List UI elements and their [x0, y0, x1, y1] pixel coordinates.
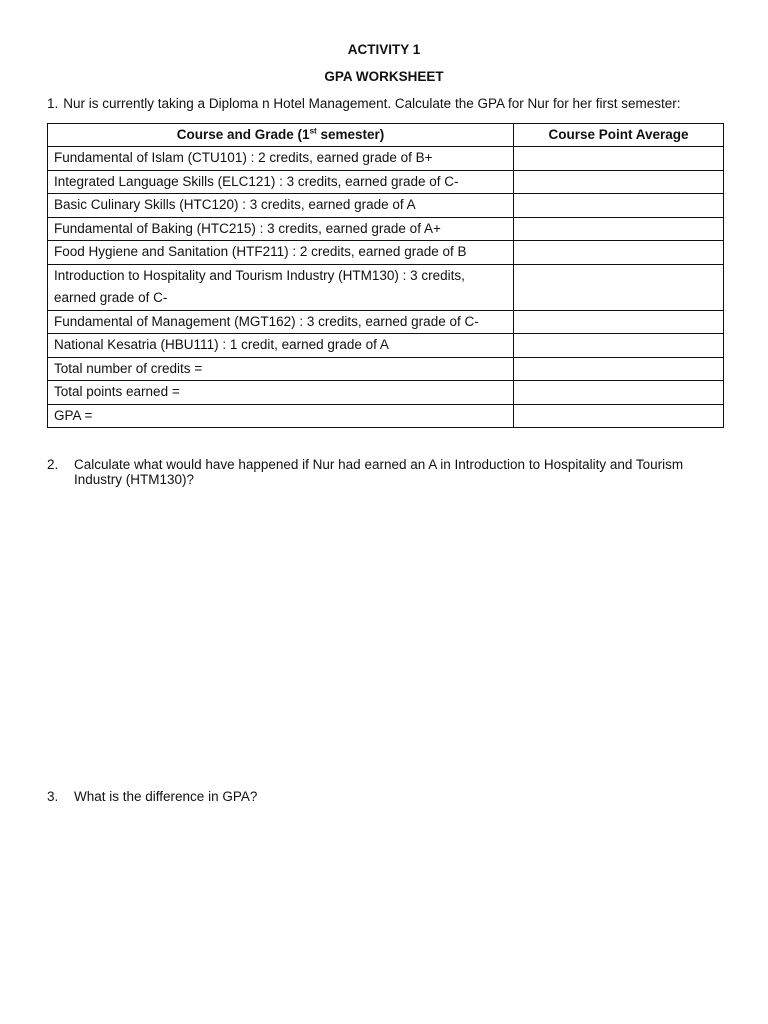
course-cell: Fundamental of Management (MGT162) : 3 credits, earned grade of C-: [48, 310, 514, 334]
question-1-number: 1.: [47, 96, 59, 111]
table-row: [48, 194, 724, 218]
gpa-cell[interactable]: [514, 404, 724, 428]
total-credits-row: [48, 357, 724, 381]
question-2-number: 2.: [47, 457, 59, 472]
gpa-row: [48, 404, 724, 428]
point-cell[interactable]: [514, 147, 724, 171]
point-cell[interactable]: [514, 241, 724, 265]
question-2: [47, 457, 727, 487]
question-3: [47, 789, 727, 804]
course-header-ordinal: st: [309, 126, 317, 136]
table-row: [48, 217, 724, 241]
table-header-row: [48, 124, 724, 147]
point-cell[interactable]: [514, 194, 724, 218]
point-cell[interactable]: [514, 310, 724, 334]
table-row: [48, 334, 724, 358]
course-point-average-header: Course Point Average: [514, 124, 724, 147]
course-and-grade-header: [48, 124, 514, 147]
course-header-prefix: Course and Grade (1: [176, 127, 310, 142]
point-cell[interactable]: [514, 217, 724, 241]
course-header-suffix: semester): [316, 127, 385, 142]
table-row: [48, 170, 724, 194]
course-cell: National Kesatria (HBU111) : 1 credit, earned grade of A: [48, 334, 514, 358]
question-3-number: 3.: [47, 789, 59, 804]
course-cell: Introduction to Hospitality and Tourism Industry (HTM130) : 3 credits, earned grade of C-: [48, 264, 514, 310]
course-cell: Fundamental of Islam (CTU101) : 2 credits, earned grade of B+: [48, 147, 514, 171]
worksheet-title: GPA WORKSHEET: [324, 69, 444, 84]
total-credits-cell[interactable]: [514, 357, 724, 381]
course-cell: Fundamental of Baking (HTC215) : 3 credits, earned grade of A+: [48, 217, 514, 241]
point-cell[interactable]: [514, 334, 724, 358]
total-points-label: Total points earned =: [48, 381, 514, 405]
total-points-row: [48, 381, 724, 405]
gpa-label: GPA =: [48, 404, 514, 428]
question-2-text: Calculate what would have happened if Nur had earned an A in Introduction to Hospitality and Tourism Industry (HTM130)?: [74, 457, 684, 487]
table-row: [48, 147, 724, 171]
course-cell: Food Hygiene and Sanitation (HTF211) : 2 credits, earned grade of B: [48, 241, 514, 265]
activity-title: ACTIVITY 1: [347, 42, 421, 57]
total-credits-label: Total number of credits =: [48, 357, 514, 381]
question-1-text: Nur is currently taking a Diploma n Hotel Management. Calculate the GPA for Nur for her first semester:: [63, 96, 681, 111]
question-3-text: What is the difference in GPA?: [74, 789, 258, 804]
course-cell: Basic Culinary Skills (HTC120) : 3 credits, earned grade of A: [48, 194, 514, 218]
table-row: [48, 264, 724, 310]
gpa-table: [47, 123, 724, 428]
point-cell[interactable]: [514, 264, 724, 310]
table-row: [48, 310, 724, 334]
course-cell: Integrated Language Skills (ELC121) : 3 credits, earned grade of C-: [48, 170, 514, 194]
table-row: [48, 241, 724, 265]
total-points-cell[interactable]: [514, 381, 724, 405]
point-cell[interactable]: [514, 170, 724, 194]
question-1: [47, 96, 681, 111]
